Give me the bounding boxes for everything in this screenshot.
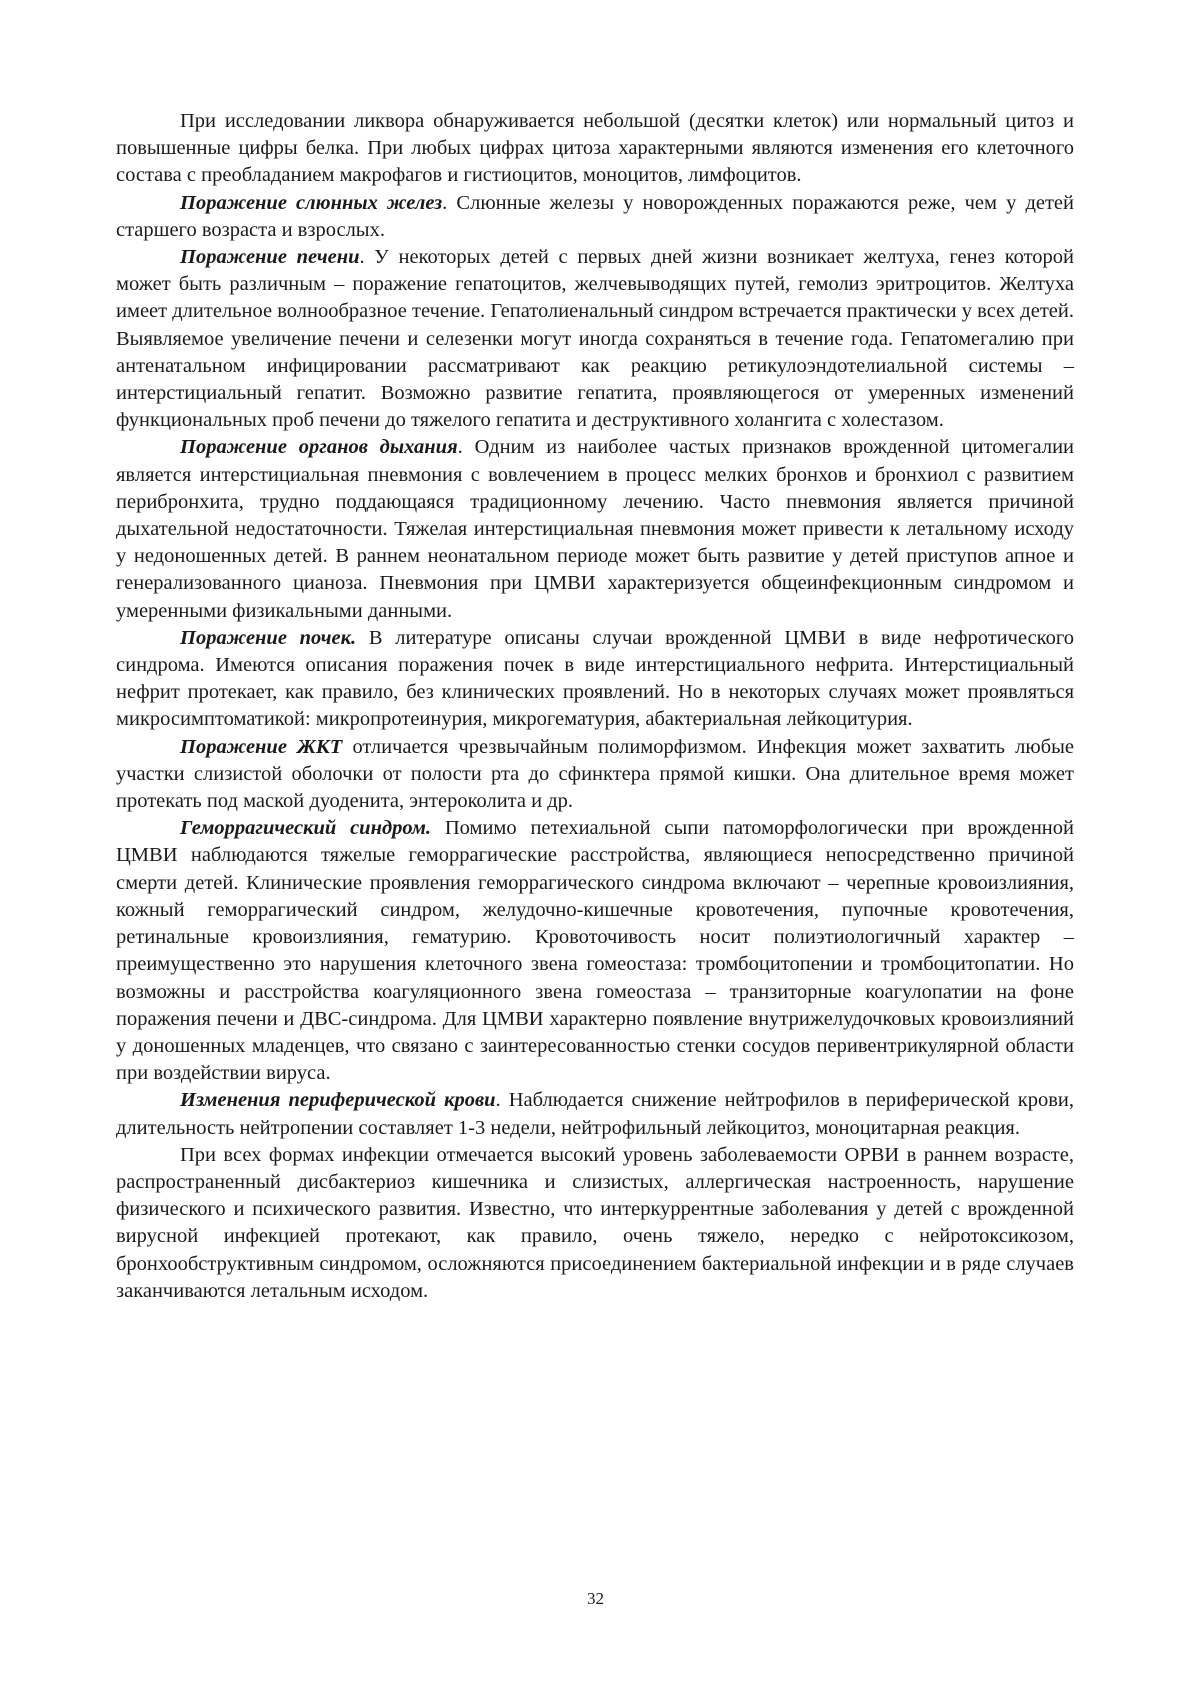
paragraph-text: В литературе описаны случаи врожденной ЦМВИ в виде нефротического синдрома. Имеются описания поражения почек в виде интерстициального нефрита. Интерстициальный нефрит протекает, как правило, без клинических проявлений. Но в некоторых случаях может проявляться микросимптоматикой: микропротеинурия, микрогематурия, абактериальная лейкоцитурия. (116, 626, 1074, 731)
paragraph-hemorrhagic-syndrome (116, 815, 1074, 1087)
paragraph-heading: Поражение ЖКТ (180, 735, 343, 758)
paragraph-heading: Изменения периферической крови (180, 1089, 496, 1112)
paragraph-all-forms (116, 1142, 1074, 1305)
paragraph-text: . Наблюдается снижение нейтрофилов в периферической крови, длительность нейтропении составляет 1-3 недели, нейтрофильный лейкоцитоз, моноцитарная реакция. (116, 1089, 1074, 1139)
paragraph-salivary-glands (116, 190, 1074, 244)
paragraph-text: При исследовании ликвора обнаруживается небольшой (десятки клеток) или нормальный цитоз и повышенные цифры белка. При любых цифрах цитоза характерными являются изменения его клеточного состава с преобладанием макрофагов и гистиоцитов, моноцитов, лимфоцитов. (116, 110, 1074, 187)
paragraph-kidneys (116, 625, 1074, 734)
paragraph-peripheral-blood (116, 1087, 1074, 1141)
paragraph-gi-tract (116, 734, 1074, 816)
paragraph-text: . Слюнные железы у новорожденных поражаются реже, чем у детей старшего возраста и взрослых. (116, 191, 1074, 241)
paragraph-liver (116, 244, 1074, 434)
paragraph-text: отличается чрезвычайным полиморфизмом. Инфекция может захватить любые участки слизистой оболочки от полости рта до сфинктера прямой кишки. Она длительное время может протекать под маской дуоденита, энтероколита и др. (116, 735, 1074, 813)
page-number: 32 (587, 1589, 604, 1608)
paragraph-text: Помимо петехиальной сыпи патоморфологически при врожденной ЦМВИ наблюдаются тяжелые геморрагические расстройства, являющиеся непосредственно причиной смерти детей. Клинические проявления геморрагического синдрома включают – черепные кровоизлияния, кожный геморрагический синдром, желудочно-кишечные кровотечения, пупочные кровотечения, ретинальные кровоизлияния, гематурию. Кровоточивость носит полиэтиологичный характер – преимущественно это нарушения клеточного звена гомеостаза: тромбоцитопении и тромбоцитопатии. Но возможны и расстройства коагуляционного звена гомеостаза – транзиторные коагулопатии на фоне поражения печени и ДВС-синдрома. Для ЦМВИ характерно появление внутрижелудочковых кровоизлияний у доношенных младенцев, что связано с заинтересованностью стенки сосудов перивентрикулярной области при воздействии вируса. (116, 817, 1074, 1085)
paragraph-heading: Геморрагический синдром. (180, 817, 432, 840)
paragraph-heading: Поражение печени (180, 246, 360, 269)
paragraph-heading: Поражение слюнных желез (180, 191, 443, 214)
paragraph-text: . У некоторых детей с первых дней жизни возникает желтуха, генез которой может быть различным – поражение гепатоцитов, желчевыводящих путей, гемолиз эритроцитов. Желтуха имеет длительное волнообразное течение. Гепатолиенальный синдром встречается практически у всех детей. Выявляемое увеличение печени и селезенки могут иногда сохраняться в течение года. Гепатомегалию при антенатальном инфицировании рассматривают как реакцию ретикулоэндотелиальной системы – интерстициальный гепатит. Возможно развитие гепатита, проявляющегося от умеренных изменений функциональных проб печени до тяжелого гепатита и деструктивного холангита с холестазом. (116, 246, 1075, 432)
paragraph-respiratory (116, 434, 1074, 624)
paragraph-text: При всех формах инфекции отмечается высокий уровень заболеваемости ОРВИ в раннем возрасте, распространенный дисбактериоз кишечника и слизистых, аллергическая настроенность, нарушение физического и психического развития. Известно, что интеркуррентные заболевания у детей с врожденной вирусной инфекцией протекают, как правило, очень тяжело, нередко с нейротоксикозом, бронхообструктивным синдромом, осложняются присоединением бактериальной инфекции и в ряде случаев заканчиваются летальным исходом. (116, 1143, 1074, 1302)
paragraph-csf-findings (116, 108, 1074, 190)
paragraph-text: . Одним из наиболее частых признаков врожденной цитомегалии является интерстициальная пневмония с вовлечением в процесс мелких бронхов и бронхиол с развитием перибронхита, трудно поддающаяся традиционному лечению. Часто пневмония является причиной дыхательной недостаточности. Тяжелая интерстициальная пневмония может привести к летальному исходу у недоношенных детей. В раннем неонатальном периоде может быть развитие у детей приступов апное и генерализованного цианоза. Пневмония при ЦМВИ характеризуется общеинфекционным синдромом и умеренными физикальными данными. (116, 436, 1075, 622)
paragraph-heading: Поражение органов дыхания (180, 436, 458, 459)
page-body (116, 108, 1074, 1305)
paragraph-heading: Поражение почек. (180, 626, 357, 649)
